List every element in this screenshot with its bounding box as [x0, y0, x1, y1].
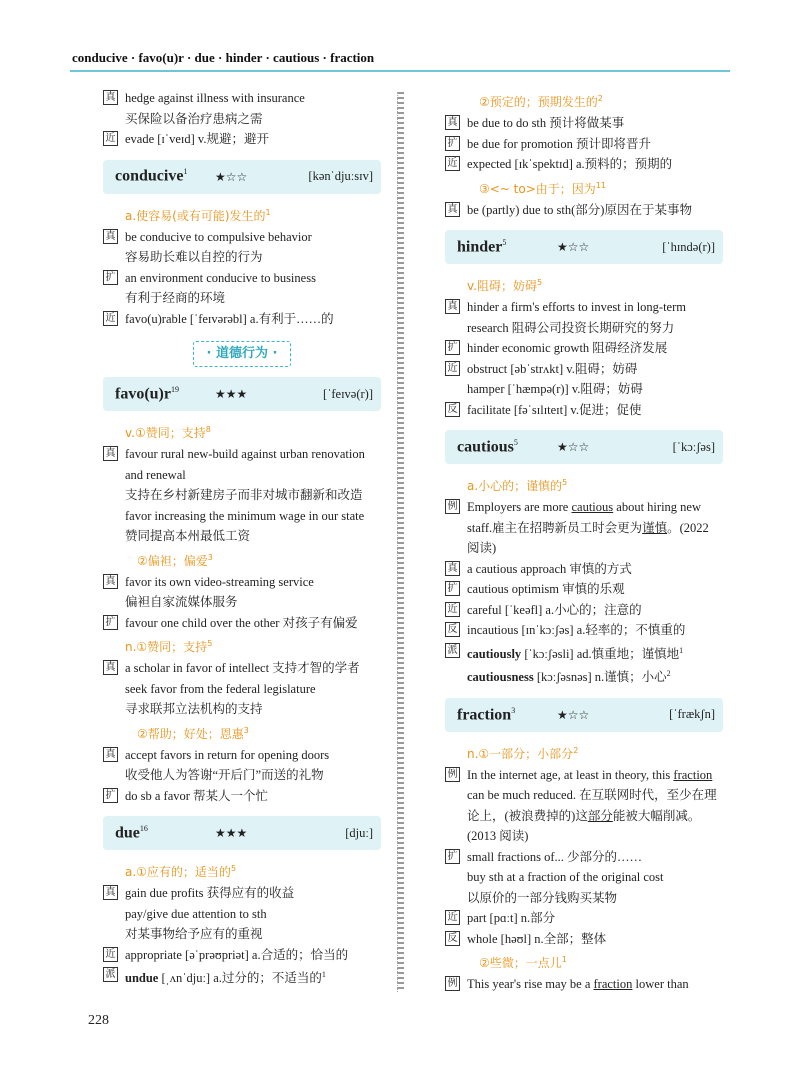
- star-rating: ★☆☆: [557, 240, 590, 254]
- entry-row: 近 expected [ɪkˈspektɪd] a.预料的；预期的: [445, 154, 723, 175]
- pronunciation: [djuː]: [345, 825, 373, 840]
- zh-text: 买保险以备治疗患病之需: [125, 111, 263, 126]
- entry-cont: hamper [ˈhæmpə(r)] v.阻碍；妨碍: [467, 382, 643, 396]
- pronunciation: [kənˈdjuːsɪv]: [308, 169, 373, 183]
- entry-row: 扩 cautious optimism 审慎的乐观: [445, 579, 723, 600]
- sense-line: a.使容易(或有可能)发生的$^1$: [125, 207, 271, 223]
- entry-row: 真 a cautious approach 审慎的方式: [445, 559, 723, 580]
- headword-hinder: hinder$^5$ ★☆☆ [ˈhɪndə(r)]: [445, 230, 723, 264]
- headword-favour: $favo(u)r^{19}$ ★★★ [ˈfeɪvə(r)]: [103, 377, 381, 411]
- pronunciation: [ˈfrækʃn]: [669, 707, 715, 722]
- entry-row: 扩 be due for promotion 预计即将晋升: [445, 134, 723, 155]
- tag-jin: 近: [103, 131, 118, 146]
- entry-row: 近 part [pɑːt] n.部分: [445, 908, 723, 929]
- entry-row: 反 whole [həʊl] n.全部；整体: [445, 929, 723, 950]
- example-row: 例 Employers are more cautious about hiring new staff.雇主在招聘新员工时会更为谨慎。(2022 阅读): [445, 497, 723, 559]
- header-rule: [70, 70, 730, 72]
- entry-row: 近 favo(u)rable [ˈfeɪvərəbl] a.有利于……的: [103, 309, 381, 330]
- entry-cont: seek favor from the federal legislature 寻求联邦立法机构的支持: [125, 681, 316, 716]
- entry-row: 真 be conducive to compulsive behavior 容易助长难以自控的行为: [103, 227, 381, 268]
- entry-row: 扩 favour one child over the other 对孩子有偏爱: [103, 613, 381, 634]
- entry-row: 真 favor its own video-streaming service 偏袒自家流媒体服务: [103, 572, 381, 613]
- entry-row: 近 careful [ˈkeəfl] a.小心的；注意的: [445, 600, 723, 621]
- right-column: [445, 88, 723, 995]
- sense-line: n.①赞同；支持$^5$: [125, 639, 213, 654]
- entry-row: 真 gain due profits 获得应有的收益: [103, 883, 381, 904]
- page-number: 228: [88, 1013, 109, 1028]
- sense-line: a.小心的；谨慎的$^5$: [467, 478, 568, 493]
- headword: conducive$^1$: [115, 167, 188, 185]
- headword-due: due$^{16}$ ★★★ [djuː]: [103, 816, 381, 850]
- running-header: conducive · favo(u)r · due · hinder · cautious · fraction: [72, 50, 375, 65]
- entry-cont: pay/give due attention to sth 对某事物给予应有的重视: [125, 906, 267, 941]
- entry-row: 扩 hinder economic growth 阻碍经济发展: [445, 338, 723, 359]
- entry-cont: favor increasing the minimum wage in our state 赞同提高本州最低工资: [125, 508, 365, 543]
- entry-row: 反 incautious [ɪnˈkɔːʃəs] a.轻率的；不慎重的: [445, 620, 723, 641]
- sense-line: v.阻碍；妨碍$^5$: [467, 278, 543, 293]
- example-row: 例 This year's rise may be a fraction lower than: [445, 974, 723, 995]
- sense-line: a.①应有的；适当的$^5$: [125, 864, 237, 879]
- entry-row: 真 be (partly) due to sth(部分)原因在于某事物: [445, 200, 723, 221]
- en-text: hedge against illness with insurance: [125, 91, 305, 105]
- entry-row: [103, 88, 381, 129]
- section-title: · 道德行为 ·: [193, 341, 291, 367]
- entry-row: 真 be due to do sth 预计将做某事: [445, 113, 723, 134]
- sense-line: ②预定的；预期发生的$^2$: [479, 94, 603, 109]
- headword-cautious: cautious$^5$ ★☆☆ [ˈkɔːʃəs]: [445, 430, 723, 464]
- star-rating: ★☆☆: [557, 440, 590, 454]
- entry-row: 近 appropriate [əˈprəʊpriət] a.合适的；恰当的: [103, 945, 381, 966]
- sense-line: n.①一部分；小部分$^2$: [467, 745, 579, 761]
- entry-row: 真 accept favors in return for opening doors 收受他人为答谢“开后门”而送的礼物: [103, 745, 381, 786]
- entry-row: 派 undue [ˌʌnˈdjuː] a.过分的；不适当的$^1$: [103, 965, 381, 989]
- sense-line: ②些微；一点儿$^1$: [479, 955, 567, 971]
- entry-row: 反 facilitate [fəˈsɪlɪteɪt] v.促进；促使: [445, 400, 723, 421]
- entry-row: 扩 small fractions of... 少部分的……: [445, 847, 723, 868]
- entry-row: 真 hinder a firm's efforts to invest in long-term research 阻碍公司投资长期研究的努力: [445, 297, 723, 338]
- pronunciation: [ˈfeɪvə(r)]: [323, 386, 373, 401]
- entry-row: 真 favour rural new-build against urban renovation and renewal 支持在乡村新建房子而非对城市翻新和改造: [103, 444, 381, 506]
- sense-line: v.①赞同；支持$^8$: [125, 425, 211, 440]
- sense-line: ②帮助；好处；恩惠$^3$: [137, 725, 249, 741]
- headword-fraction: fraction$^3$ ★☆☆ [ˈfrækʃn]: [445, 698, 723, 732]
- star-rating: ★★★: [215, 387, 248, 401]
- pronunciation: [ˈhɪndə(r)]: [662, 239, 715, 254]
- pronunciation: [ˈkɔːʃəs]: [672, 439, 715, 454]
- entry-cont: buy sth at a fraction of the original cost 以原价的一部分钱购买某物: [467, 870, 664, 905]
- entry-row: 真 a scholar in favor of intellect 支持才智的学者: [103, 658, 381, 679]
- star-rating: ★☆☆: [557, 707, 590, 722]
- tag-zhen: 真: [103, 90, 118, 105]
- en-text: evade [ɪˈveɪd] v.规避；避开: [125, 132, 269, 146]
- star-rating: ★☆☆: [215, 169, 248, 184]
- entry-row: 近 obstruct [əbˈstrʌkt] v.阻碍；妨碍: [445, 359, 723, 380]
- column-divider: [397, 92, 404, 992]
- entry-row: 扩 an environment conducive to business 有利于经商的环境: [103, 268, 381, 309]
- sense-line: ②偏袒；偏爱$^3$: [137, 552, 213, 568]
- entry-row: 派 cautiously [ˈkɔːʃəsli] ad.慎重地；谨慎地$^1$ cautiousness [kɔːʃəsnəs] n.谨慎；小心$^2$: [445, 641, 723, 688]
- left-column: [103, 88, 381, 989]
- headword-conducive: [103, 160, 381, 194]
- star-rating: ★★★: [215, 826, 248, 840]
- entry-row: [103, 129, 381, 150]
- example-row: 例 In the internet age, at least in theory, this fraction can be much reduced. 在互联网时代，至少在理论上，(被浪费掉的)这部分能被大幅削减。(2013 阅读): [445, 765, 723, 847]
- entry-row: 扩 do sb a favor 帮某人一个忙: [103, 786, 381, 807]
- sense-line: ③<~ to>由于；因为$^{11}$: [479, 180, 606, 196]
